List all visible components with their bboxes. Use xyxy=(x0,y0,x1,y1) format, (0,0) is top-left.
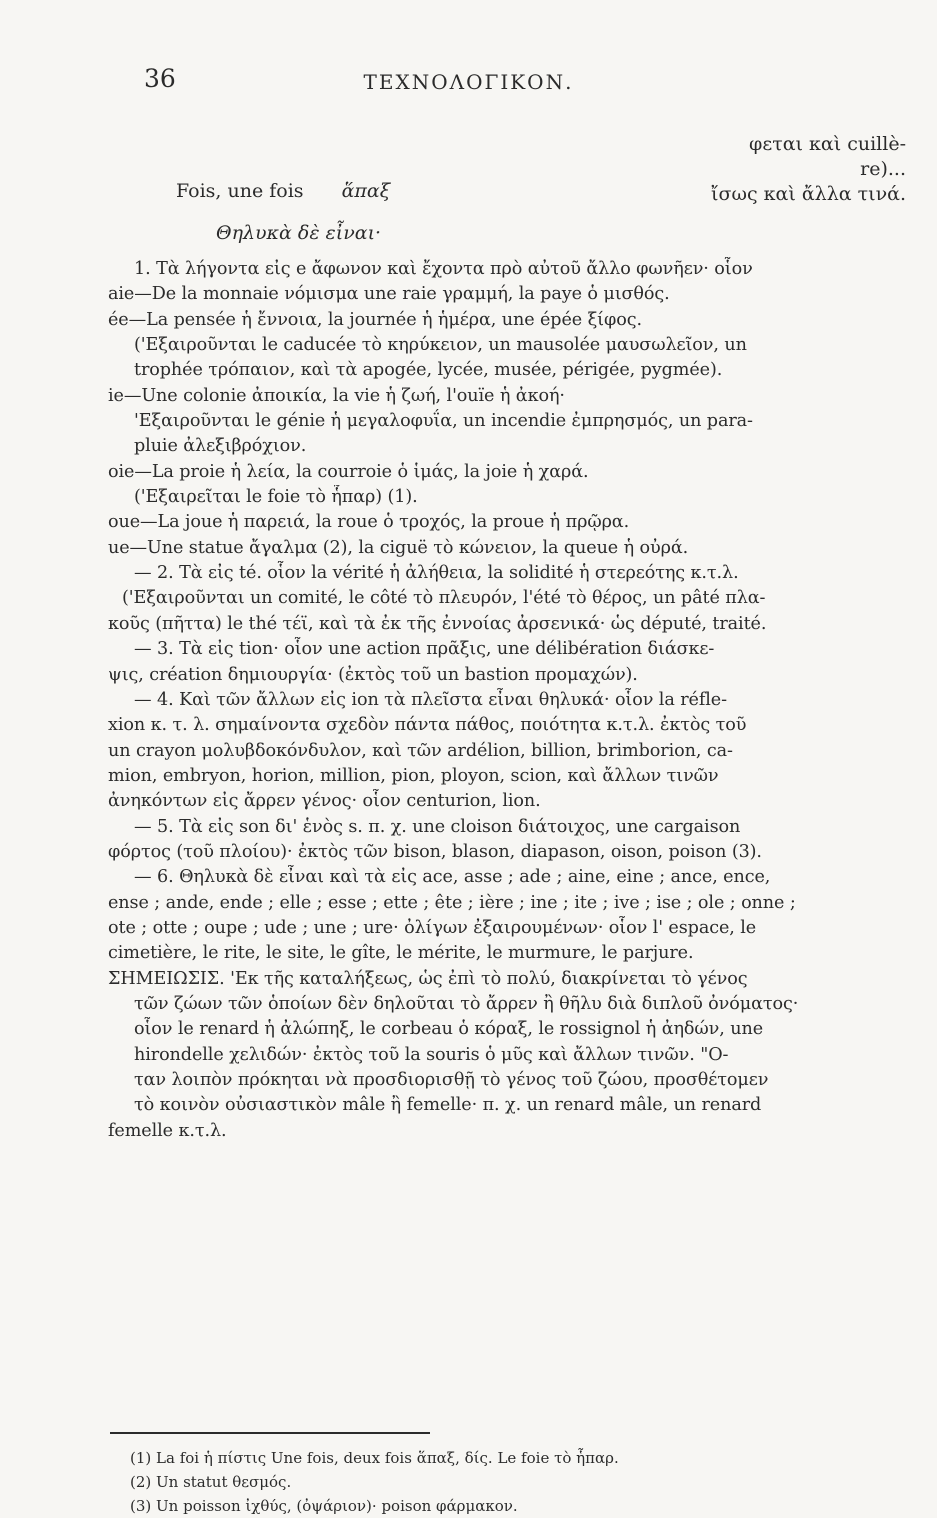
text-line: φόρτος (τοῦ πλοίου)· ἐκτὸς τῶν bison, blason, diapason, oison, poison (3). xyxy=(108,841,762,862)
continued-text xyxy=(696,132,906,207)
text-line: ie—Une colonie ἀποικία, la vie ἡ ζωή, l'ouïe ἡ ἀκοή· xyxy=(108,385,565,406)
text-line: — 4. Καὶ τῶν ἄλλων εἰς ion τὰ πλεῖστα εἶναι θηλυκά· οἷον la réfle- xyxy=(134,689,727,710)
text-line: ('Εξαιρεῖται le foie τὸ ἧπαρ) (1). xyxy=(134,487,418,508)
text-line: ote ; otte ; oupe ; ude ; une ; ure· ὀλίγων ἐξαιρουμένων· οἷον l' espace, le xyxy=(108,917,757,938)
text-line: mion, embryon, horion, million, pion, ployon, scion, καὶ ἄλλων τινῶν xyxy=(108,765,719,786)
footnote: (2) Un statut θεσμός. xyxy=(130,1473,292,1491)
text-line: ue—Une statue ἄγαλμα (2), la ciguë τὸ κώνειον, la queue ἡ οὐρά. xyxy=(108,537,689,558)
text-line: 'Εξαιροῦνται le génie ἡ μεγαλοφυΐα, un incendie ἐμπρησμός, un para- xyxy=(134,411,753,432)
text-line: — 3. Τὰ εἰς tion· οἷον une action πρᾶξις, une délibération διάσκε- xyxy=(134,639,715,660)
running-title: ΤΕΧΝΟΛΟΓΙΚΟΝ. xyxy=(363,70,574,94)
footnote: (3) Un poisson ἰχθύς, (ὀψάριον)· poison φάρμακον. xyxy=(130,1497,518,1515)
continued-line: re)... xyxy=(860,158,906,180)
text-line: cimetière, le rite, le site, le gîte, le mérite, le murmure, le parjure. xyxy=(108,943,694,964)
fois-greek: ἅπαξ xyxy=(341,180,391,202)
text-line: οἷον le renard ἡ ἀλώπηξ, le corbeau ὁ κόραξ, le rossignol ἡ ἀηδών, une xyxy=(134,1019,764,1040)
fois-french: Fois, une fois xyxy=(176,180,304,202)
text-line: hirondelle χελιδών· ἐκτὸς τοῦ la souris ὁ μῦς καὶ ἄλλων τινῶν. "Ο- xyxy=(134,1044,729,1065)
text-line: ΣΗΜΕΙΩΣΙΣ. 'Εκ τῆς καταλήξεως, ὡς ἐπὶ τὸ πολύ, διακρίνεται τὸ γένος xyxy=(108,968,748,989)
text-line: — 2. Τὰ εἰς té. οἷον la vérité ἡ ἀλήθεια, la solidité ἡ στερεότης κ.τ.λ. xyxy=(134,563,739,584)
fois-entry xyxy=(176,180,390,202)
text-line: ταν λοιπὸν πρόκηται νὰ προσδιορισθῇ τὸ γένος τοῦ ζώου, προσθέτομεν xyxy=(134,1070,769,1090)
section-subheading: Θηλυκὰ δὲ εἶναι· xyxy=(216,222,382,244)
text-line: oie—La proie ἡ λεία, la courroie ὁ ἱμάς, la joie ἡ χαρά. xyxy=(108,461,589,482)
page-header xyxy=(0,56,937,96)
page-number: 36 xyxy=(144,64,176,93)
body-text xyxy=(108,257,856,1144)
text-line: ('Εξαιροῦνται un comité, le côté τὸ πλευρόν, l'été τὸ θέρος, un pâté πλα- xyxy=(122,588,766,609)
continued-line: φεται καὶ cuillè- xyxy=(749,133,906,155)
text-line: ψις, création δημιουργία· (ἐκτὸς τοῦ un bastion προμαχών). xyxy=(108,664,638,685)
text-line: oue—La joue ἡ παρειά, la roue ὁ τροχός, la proue ἡ πρῷρα. xyxy=(108,512,630,533)
text-line: ἀνηκόντων εἰς ἄρρεν γένος· οἷον centurion, lion. xyxy=(108,791,541,812)
text-line: femelle κ.τ.λ. xyxy=(108,1120,227,1141)
text-line: τὸ κοινὸν οὐσιαστικὸν mâle ἢ femelle· π. χ. un renard mâle, un renard xyxy=(134,1095,762,1116)
text-line: aie—De la monnaie νόμισμα une raie γραμμή, la paye ὁ μισθός. xyxy=(108,284,670,305)
text-line: xion κ. τ. λ. σημαίνοντα σχεδὸν πάντα πάθος, ποιότητα κ.τ.λ. ἐκτὸς τοῦ xyxy=(108,715,747,736)
footnotes xyxy=(130,1446,619,1518)
text-line: pluie ἀλεξιβρόχιον. xyxy=(134,436,307,457)
text-line: ée—La pensée ἡ ἔννοια, la journée ἡ ἡμέρα, une épée ξίφος. xyxy=(108,309,642,330)
text-line: ('Εξαιροῦνται le caducée τὸ κηρύκειον, un mausolée μαυσωλεῖον, un xyxy=(134,335,747,356)
text-line: τῶν ζώων τῶν ὁποίων δὲν δηλοῦται τὸ ἄρρεν ἢ θῆλυ διὰ διπλοῦ ὀνόματος· xyxy=(134,993,799,1014)
continued-line: ἴσως καὶ ἄλλα τινά. xyxy=(711,183,906,205)
text-line: κοῦς (πῆττα) le thé τέϊ, καὶ τὰ ἐκ τῆς ἐννοίας ἀρσενικά· ὡς député, traité. xyxy=(108,613,767,634)
text-line: — 5. Τὰ εἰς son δι' ἑνὸς s. π. χ. une cloison διάτοιχος, une cargaison xyxy=(134,816,741,837)
text-line: un crayon μολυβδοκόνδυλον, καὶ τῶν ardélion, billion, brimborion, ca- xyxy=(108,740,733,761)
text-line: — 6. Θηλυκὰ δὲ εἶναι καὶ τὰ εἰς ace, asse ; ade ; aine, eine ; ance, ence, xyxy=(134,867,771,888)
footnote: (1) La foi ἡ πίστις Une fois, deux fois ἅπαξ, δίς. Le foie τὸ ἧπαρ. xyxy=(130,1449,619,1467)
text-line: trophée τρόπαιον, καὶ τὰ apogée, lycée, musée, périgée, pygmée). xyxy=(134,360,723,381)
footnote-rule xyxy=(110,1432,430,1434)
text-line: ense ; ande, ende ; elle ; esse ; ette ; ête ; ière ; ine ; ite ; ive ; ise ; ole ; onne ; xyxy=(108,892,796,913)
text-line: 1. Τὰ λήγοντα εἰς e ἄφωνον καὶ ἔχοντα πρὸ αὐτοῦ ἄλλο φωνῆεν· οἷον xyxy=(134,259,753,279)
